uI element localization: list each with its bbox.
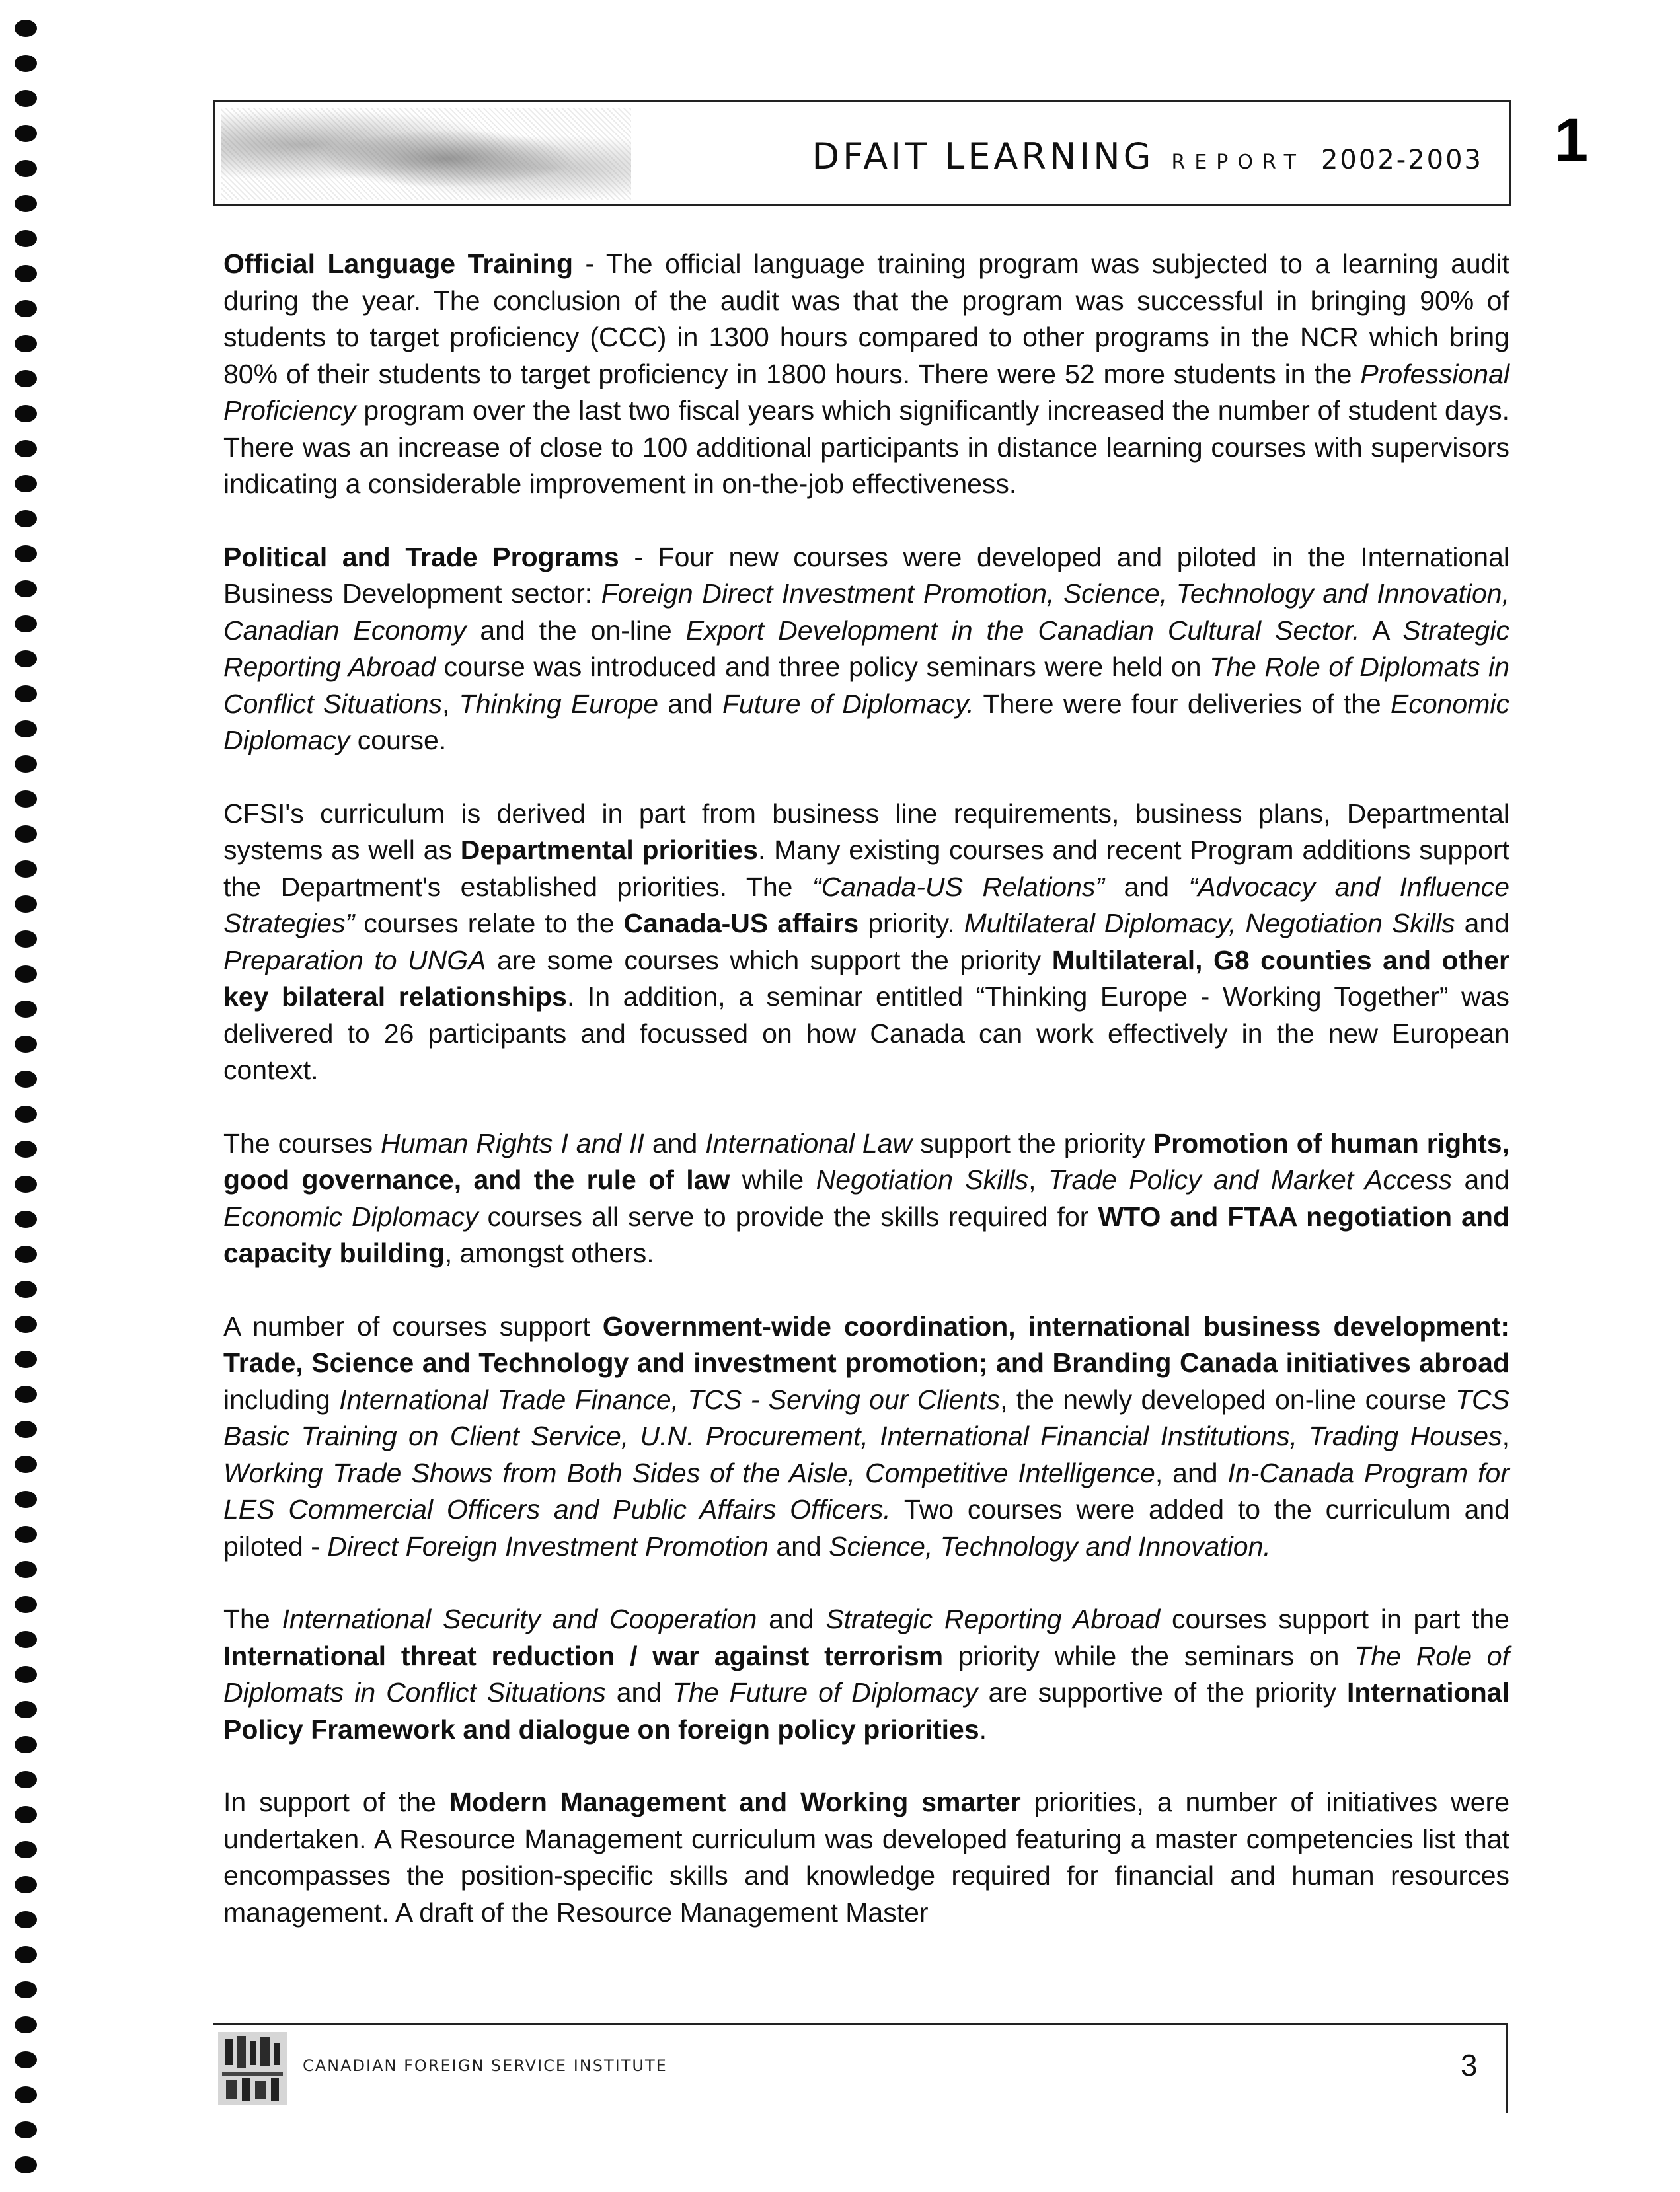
bold-text: Official Language Training bbox=[223, 248, 574, 279]
italic-text: Export Development in the Canadian Cultural Sector. bbox=[685, 615, 1360, 646]
paragraph bbox=[223, 796, 1509, 1089]
binding-hole bbox=[15, 650, 37, 667]
italic-text: International Trade Finance, TCS - Serving our Clients bbox=[339, 1384, 1001, 1415]
binding-hole bbox=[15, 1211, 37, 1228]
binding-hole bbox=[15, 370, 37, 387]
binding-hole bbox=[15, 1491, 37, 1508]
binding-hole bbox=[15, 1036, 37, 1053]
binding-hole bbox=[15, 755, 37, 773]
italic-text: Future of Diplomacy. bbox=[722, 688, 974, 719]
text-run: are some courses which support the priority bbox=[486, 944, 1052, 975]
binding-hole bbox=[15, 1596, 37, 1613]
text-run: course was introduced and three policy seminars were held on bbox=[436, 652, 1210, 682]
bold-text: Political and Trade Programs bbox=[223, 541, 619, 572]
binding-hole bbox=[15, 1946, 37, 1963]
document-body bbox=[223, 246, 1509, 1967]
text-run: course. bbox=[350, 725, 447, 755]
text-run: , amongst others. bbox=[444, 1238, 654, 1268]
page-number: 3 bbox=[1461, 2048, 1478, 2082]
binding-hole bbox=[15, 1421, 37, 1438]
binding-hole bbox=[15, 1246, 37, 1263]
italic-text: In-Canada Program for LES Commercial Officers and Public Affairs Officers. bbox=[223, 1457, 1509, 1525]
text-run: and bbox=[1104, 871, 1189, 902]
binding-hole bbox=[15, 510, 37, 527]
text-run: support the priority bbox=[912, 1127, 1153, 1158]
bold-text: WTO and FTAA negotiation and capacity building bbox=[223, 1201, 1509, 1268]
text-run: , bbox=[1028, 1164, 1048, 1195]
binding-hole bbox=[15, 265, 37, 282]
report-title bbox=[812, 135, 1483, 177]
text-run: priorities, a number of initiatives were undertaken. A Resource Management curriculum was developed featuring a master competencies list that encompasses the position-specific skills and knowledge required for financial and human resources management. A draft of the Resource Management Master bbox=[223, 1787, 1510, 1928]
binding-hole bbox=[15, 1456, 37, 1473]
text-run: - Four new courses were developed and piloted in the International Business Development sector: bbox=[223, 541, 1509, 609]
italic-text: “Advocacy and Influence Strategies” bbox=[223, 871, 1510, 938]
binding-hole bbox=[15, 55, 37, 72]
paragraph bbox=[223, 1601, 1509, 1748]
text-run: and bbox=[658, 688, 723, 719]
paragraph bbox=[223, 1784, 1509, 1931]
binding-hole bbox=[15, 1876, 37, 1893]
bold-text: Departmental priorities bbox=[460, 835, 758, 865]
binding-hole bbox=[15, 1281, 37, 1298]
bold-text: Modern Management and Working smarter bbox=[449, 1787, 1021, 1817]
text-run: and the on-line bbox=[466, 615, 686, 646]
italic-text: International Law bbox=[705, 1127, 913, 1158]
text-run: and bbox=[1452, 1164, 1509, 1195]
binding-hole bbox=[15, 195, 37, 212]
binding-hole bbox=[15, 475, 37, 492]
binding-hole bbox=[15, 1666, 37, 1683]
binding-hole bbox=[15, 1176, 37, 1193]
binding-hole bbox=[15, 2051, 37, 2068]
binding-hole bbox=[15, 1071, 37, 1088]
italic-text: The Role of Diplomats in Conflict Situations bbox=[223, 652, 1509, 719]
binding-hole bbox=[15, 90, 37, 107]
text-run: , and bbox=[1155, 1457, 1228, 1488]
italic-text: Negotiation Skills bbox=[816, 1164, 1029, 1195]
binding-hole bbox=[15, 1316, 37, 1333]
binding-hole bbox=[15, 160, 37, 177]
text-run: and bbox=[605, 1677, 673, 1708]
text-run: CFSI's curriculum is derived in part from business line requirements, business plans, Departmental systems as well as bbox=[223, 798, 1509, 865]
text-run: Two courses were added to the curriculum and piloted - bbox=[223, 1494, 1510, 1562]
italic-text: Economic Diplomacy bbox=[223, 688, 1509, 755]
binding-hole bbox=[15, 895, 37, 913]
binding-hole bbox=[15, 720, 37, 737]
italic-text: The Role of Diplomats in Conflict Situations bbox=[223, 1640, 1510, 1708]
binding-hole bbox=[15, 440, 37, 457]
report-title-years: 2002-2003 bbox=[1320, 145, 1483, 175]
binding-hole bbox=[15, 825, 37, 843]
text-run: There were four deliveries of the bbox=[974, 688, 1391, 719]
text-run: priority while the seminars on bbox=[943, 1640, 1355, 1671]
text-run: , bbox=[1502, 1421, 1509, 1451]
binding-hole bbox=[15, 1106, 37, 1123]
binding-hole bbox=[15, 930, 37, 948]
text-run: A bbox=[1359, 615, 1403, 646]
binding-hole bbox=[15, 2086, 37, 2103]
cfsi-logo-icon bbox=[218, 2032, 287, 2105]
italic-text: Multilateral Diplomacy, Negotiation Skills bbox=[964, 908, 1455, 938]
text-run: while bbox=[730, 1164, 816, 1195]
binding-hole bbox=[15, 20, 37, 37]
text-run: courses relate to the bbox=[354, 908, 624, 938]
binding-hole bbox=[15, 335, 37, 352]
text-run: and bbox=[768, 1531, 829, 1562]
italic-text: Economic Diplomacy bbox=[223, 1201, 478, 1232]
binding-hole bbox=[15, 1736, 37, 1753]
binding-hole bbox=[15, 1386, 37, 1403]
italic-text: Human Rights I and II bbox=[381, 1127, 644, 1158]
binding-hole bbox=[15, 2121, 37, 2138]
binding-holes bbox=[15, 20, 41, 2187]
paragraph bbox=[223, 1308, 1509, 1566]
text-run: including bbox=[223, 1384, 340, 1415]
binding-hole bbox=[15, 2156, 37, 2173]
bold-text: Multilateral, G8 counties and other key bilateral relationships bbox=[223, 944, 1509, 1012]
text-run: . In addition, a seminar entitled “Thinking Europe - Working Together” was delivered to 26 participants and focussed on how Canada can work effectively in the new European context. bbox=[223, 981, 1509, 1085]
binding-hole bbox=[15, 1701, 37, 1718]
binding-hole bbox=[15, 545, 37, 562]
report-header bbox=[213, 100, 1511, 206]
italic-text: Preparation to UNGA bbox=[223, 944, 486, 975]
text-run: and bbox=[757, 1604, 826, 1634]
text-run: and bbox=[1455, 908, 1509, 938]
text-run: The courses bbox=[223, 1127, 381, 1158]
italic-text: Working Trade Shows from Both Sides of the Aisle, Competitive Intelligence bbox=[223, 1457, 1155, 1488]
binding-hole bbox=[15, 860, 37, 878]
binding-hole bbox=[15, 1806, 37, 1823]
text-run: In support of the bbox=[223, 1787, 449, 1817]
italic-text: “Canada-US Relations” bbox=[812, 871, 1105, 902]
bold-text: Canada-US affairs bbox=[623, 908, 859, 938]
report-title-main: DFAIT LEARNING bbox=[812, 135, 1155, 177]
text-run: program over the last two fiscal years which significantly increased the number of student days. There was an increase of close to 100 additional participants in distance learning courses with supervisors indicating a considerable improvement in on-the-job effectiveness. bbox=[223, 395, 1509, 499]
paragraph bbox=[223, 246, 1509, 503]
binding-hole bbox=[15, 2016, 37, 2033]
italic-text: Strategic Reporting Abroad bbox=[223, 615, 1510, 682]
italic-text: TCS Basic Training on Client Service, U.N. Procurement, International Financial Institutions, Trading Houses bbox=[223, 1384, 1510, 1451]
binding-hole bbox=[15, 1841, 37, 1858]
text-run: courses all serve to provide the skills required for bbox=[478, 1201, 1098, 1232]
binding-hole bbox=[15, 580, 37, 597]
italic-text: The Future of Diplomacy bbox=[672, 1677, 978, 1708]
text-run: - The official language training program was subjected to a learning audit during the year. The conclusion of the audit was that the program was successful in bringing 90% of students to target proficiency (CCC) in 1300 hours compared to other programs in the NCR which bring 80% of their students to target proficiency in 1800 hours. There were 52 more students in the bbox=[223, 248, 1509, 389]
footer-vertical-rule bbox=[1506, 2023, 1508, 2113]
binding-hole bbox=[15, 405, 37, 422]
binding-hole bbox=[15, 965, 37, 983]
bold-text: Government-wide coordination, international business development: Trade, Science and Technology and investment promotion; and Branding Canada initiatives abroad bbox=[223, 1310, 1509, 1378]
paragraph bbox=[223, 539, 1509, 759]
text-run: A number of courses support bbox=[223, 1310, 603, 1342]
italic-text: Thinking Europe bbox=[459, 688, 659, 719]
footer-institute-name: CANADIAN FOREIGN SERVICE INSTITUTE bbox=[303, 2057, 668, 2075]
text-run: are supportive of the priority bbox=[977, 1677, 1347, 1708]
binding-hole bbox=[15, 1561, 37, 1578]
binding-hole bbox=[15, 1351, 37, 1368]
binding-hole bbox=[15, 1001, 37, 1018]
binding-hole bbox=[15, 300, 37, 317]
text-run: , the newly developed on-line course bbox=[1000, 1384, 1456, 1415]
text-run: The bbox=[223, 1604, 282, 1634]
paragraph bbox=[223, 1125, 1509, 1272]
binding-hole bbox=[15, 125, 37, 142]
header-decorative-texture bbox=[221, 108, 631, 200]
section-number: 1 bbox=[1554, 106, 1589, 174]
italic-text: Trade Policy and Market Access bbox=[1048, 1164, 1453, 1195]
binding-hole bbox=[15, 685, 37, 702]
text-run: priority. bbox=[859, 908, 964, 938]
footer-rule bbox=[213, 2023, 1508, 2025]
bold-text: Promotion of human rights, good governance, and the rule of law bbox=[223, 1127, 1510, 1195]
binding-hole bbox=[15, 615, 37, 632]
report-title-report: REPORT bbox=[1171, 151, 1305, 174]
italic-text: Direct Foreign Investment Promotion bbox=[327, 1531, 769, 1562]
binding-hole bbox=[15, 1526, 37, 1543]
text-run: and bbox=[644, 1127, 706, 1158]
text-run: courses support in part the bbox=[1160, 1604, 1509, 1634]
binding-hole bbox=[15, 1771, 37, 1788]
italic-text: Strategic Reporting Abroad bbox=[825, 1604, 1161, 1634]
bold-text: International Policy Framework and dialogue on foreign policy priorities bbox=[223, 1677, 1509, 1745]
text-run: , bbox=[442, 688, 459, 719]
italic-text: International Security and Cooperation bbox=[282, 1604, 757, 1634]
binding-hole bbox=[15, 1911, 37, 1928]
italic-text: Foreign Direct Investment Promotion, Science, Technology and Innovation, Canadian Economy bbox=[223, 578, 1509, 646]
text-run: . bbox=[979, 1714, 987, 1745]
italic-text: Science, Technology and Innovation. bbox=[829, 1531, 1271, 1562]
binding-hole bbox=[15, 230, 37, 247]
binding-hole bbox=[15, 1981, 37, 1998]
bold-text: International threat reduction / war against terrorism bbox=[223, 1640, 944, 1671]
text-run: . Many existing courses and recent Program additions support the Department's established priorities. The bbox=[223, 835, 1509, 902]
binding-hole bbox=[15, 1631, 37, 1648]
italic-text: Professional Proficiency bbox=[223, 358, 1509, 426]
binding-hole bbox=[15, 1141, 37, 1158]
binding-hole bbox=[15, 790, 37, 808]
